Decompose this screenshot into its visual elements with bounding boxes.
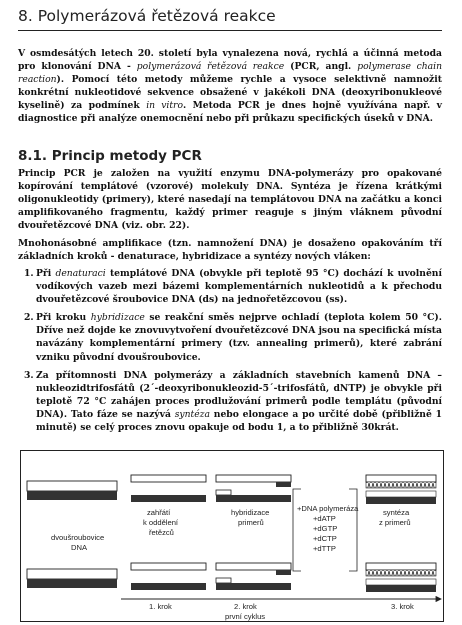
label-denat-2: k oddělení [143, 518, 179, 527]
step2-label: 2. krok [234, 602, 257, 611]
amplification-paragraph: Mnohonásobné amplifikace (tzn. namnožení DNA) je dosaženo opakováním tří základních kroků - denaturace, hybridizace a syntézy nových vláken: [18, 238, 442, 263]
list-item [18, 311, 442, 363]
label-denat-3: řetězců [149, 528, 174, 537]
steps-list [18, 267, 442, 439]
step-text: Za přítomnosti DNA polymerázy a základních stavebních kamenů DNA – nukleozidtrifosfátů (2´-deoxyribonukleozid-5´-trifosfátů, dNTP) je obvykle při teplotě 72 °C zahájen proces prodlužování primerů podle templátu (původní DNA). Tato fáze se nazývá [36, 369, 442, 420]
subsection-title: 8.1. Princip metody PCR [18, 148, 202, 164]
step-number: 3. [24, 369, 34, 381]
reagent-label: +dTTP [313, 544, 337, 553]
step-text: se reakční směs nejprve ochladí (teplota kolem 50 °C). Dříve než dojde ke znovuvytvoření dvouřetězcové DNA jsou na specifická místa navázány komplementární primery (tzv. annealing primerů), které zabrání vzniku původní dvoušroubovice. [36, 312, 442, 363]
section-title: 8. Polymerázová řetězová reakce [18, 7, 442, 31]
label-syn-1: syntéza [383, 508, 410, 517]
step-text: Při kroku [36, 312, 91, 324]
principle-paragraph: Princip PCR je založen na využití enzymu DNA-polymerázy pro opakované kopírování templátové (vzorové) molekuly DNA. Syntéza je řízena krátkými oligonukleotidy (primery), které nasedají na templátovou DNA na začátku a konci amplifikovaného fragmentu, každý primer reaguje s jiným vláknem původní dvouřetězcové DNA (viz. obr. 22). [18, 168, 442, 232]
step-text: templátové DNA (obvykle při teplotě 95 °C) dochází k uvolnění vodíkových vazeb mezi bázemi komplementárních nukleotidů a k přechodu dvouřetězcové šroubovice DNA (ds) na jednořetězcovou (ss). [36, 268, 442, 306]
step-term: denaturaci [55, 268, 106, 279]
reagent-label: +dATP [313, 514, 336, 523]
step-term: syntéza [174, 408, 210, 420]
list-item [18, 267, 442, 306]
step-number: 2. [24, 312, 34, 324]
reagent-label: +dGTP [313, 524, 338, 533]
intro-text-1: V osmdesátých letech 20. století byla vynalezena nová, rychlá a účinná metoda pro klonování DNA - [18, 48, 442, 73]
label-dsdna-2: DNA [71, 543, 88, 552]
step1-label: 1. krok [149, 602, 172, 611]
hybridization-strands [216, 475, 291, 590]
cycle-label: první cyklus [225, 612, 266, 621]
label-dsdna-1: dvoušroubovice [51, 533, 105, 542]
intro-text-4: . Metoda PCR je dnes hojně využívána např. v diagnostice při analýze onemocnění nebo při průkazu specifických úseků v DNA. [18, 100, 442, 125]
synthesis-strands [366, 475, 436, 592]
step-term: hybridizace [90, 312, 145, 324]
intro-text-3: ). Pomocí této metody můžeme rychle a vysoce selektivně namnožit konkrétní nukleotidové sekvence obsažené v jakékoli DNA (deoxyribonukleové kyselině) za podmínek [18, 74, 442, 112]
label-denat-1: zahřátí [147, 508, 171, 517]
reagent-bracket [293, 489, 301, 571]
intro-italic-2: polymerase chain reaction [18, 61, 443, 86]
label-syn-2: z primerů [379, 518, 411, 527]
step3-label: 3. krok [391, 602, 414, 611]
pcr-diagram [21, 451, 443, 621]
reagent-label: +dCTP [313, 534, 337, 543]
intro-text-2: (PCR, angl. [284, 61, 358, 73]
pcr-figure [20, 450, 444, 622]
intro-paragraph [18, 47, 442, 126]
step-text: nebo elongace a po určité době (přibližně 1 minutě) se celý proces znovu opakuje od bodu 1, a to přibližně 30krát. [36, 408, 442, 434]
list-item [18, 369, 442, 434]
label-hyb-2: primerů [238, 518, 264, 527]
intro-italic-3: in vitro [146, 100, 183, 112]
label-hyb-1: hybridizace [231, 508, 270, 517]
step-text: Při [36, 268, 56, 279]
step-number: 1. [24, 268, 34, 279]
reagent-label: +DNA polymeráza [297, 504, 359, 513]
intro-italic-1: polymerázová řetězová reakce [136, 61, 285, 73]
reagent-bracket [349, 489, 357, 571]
